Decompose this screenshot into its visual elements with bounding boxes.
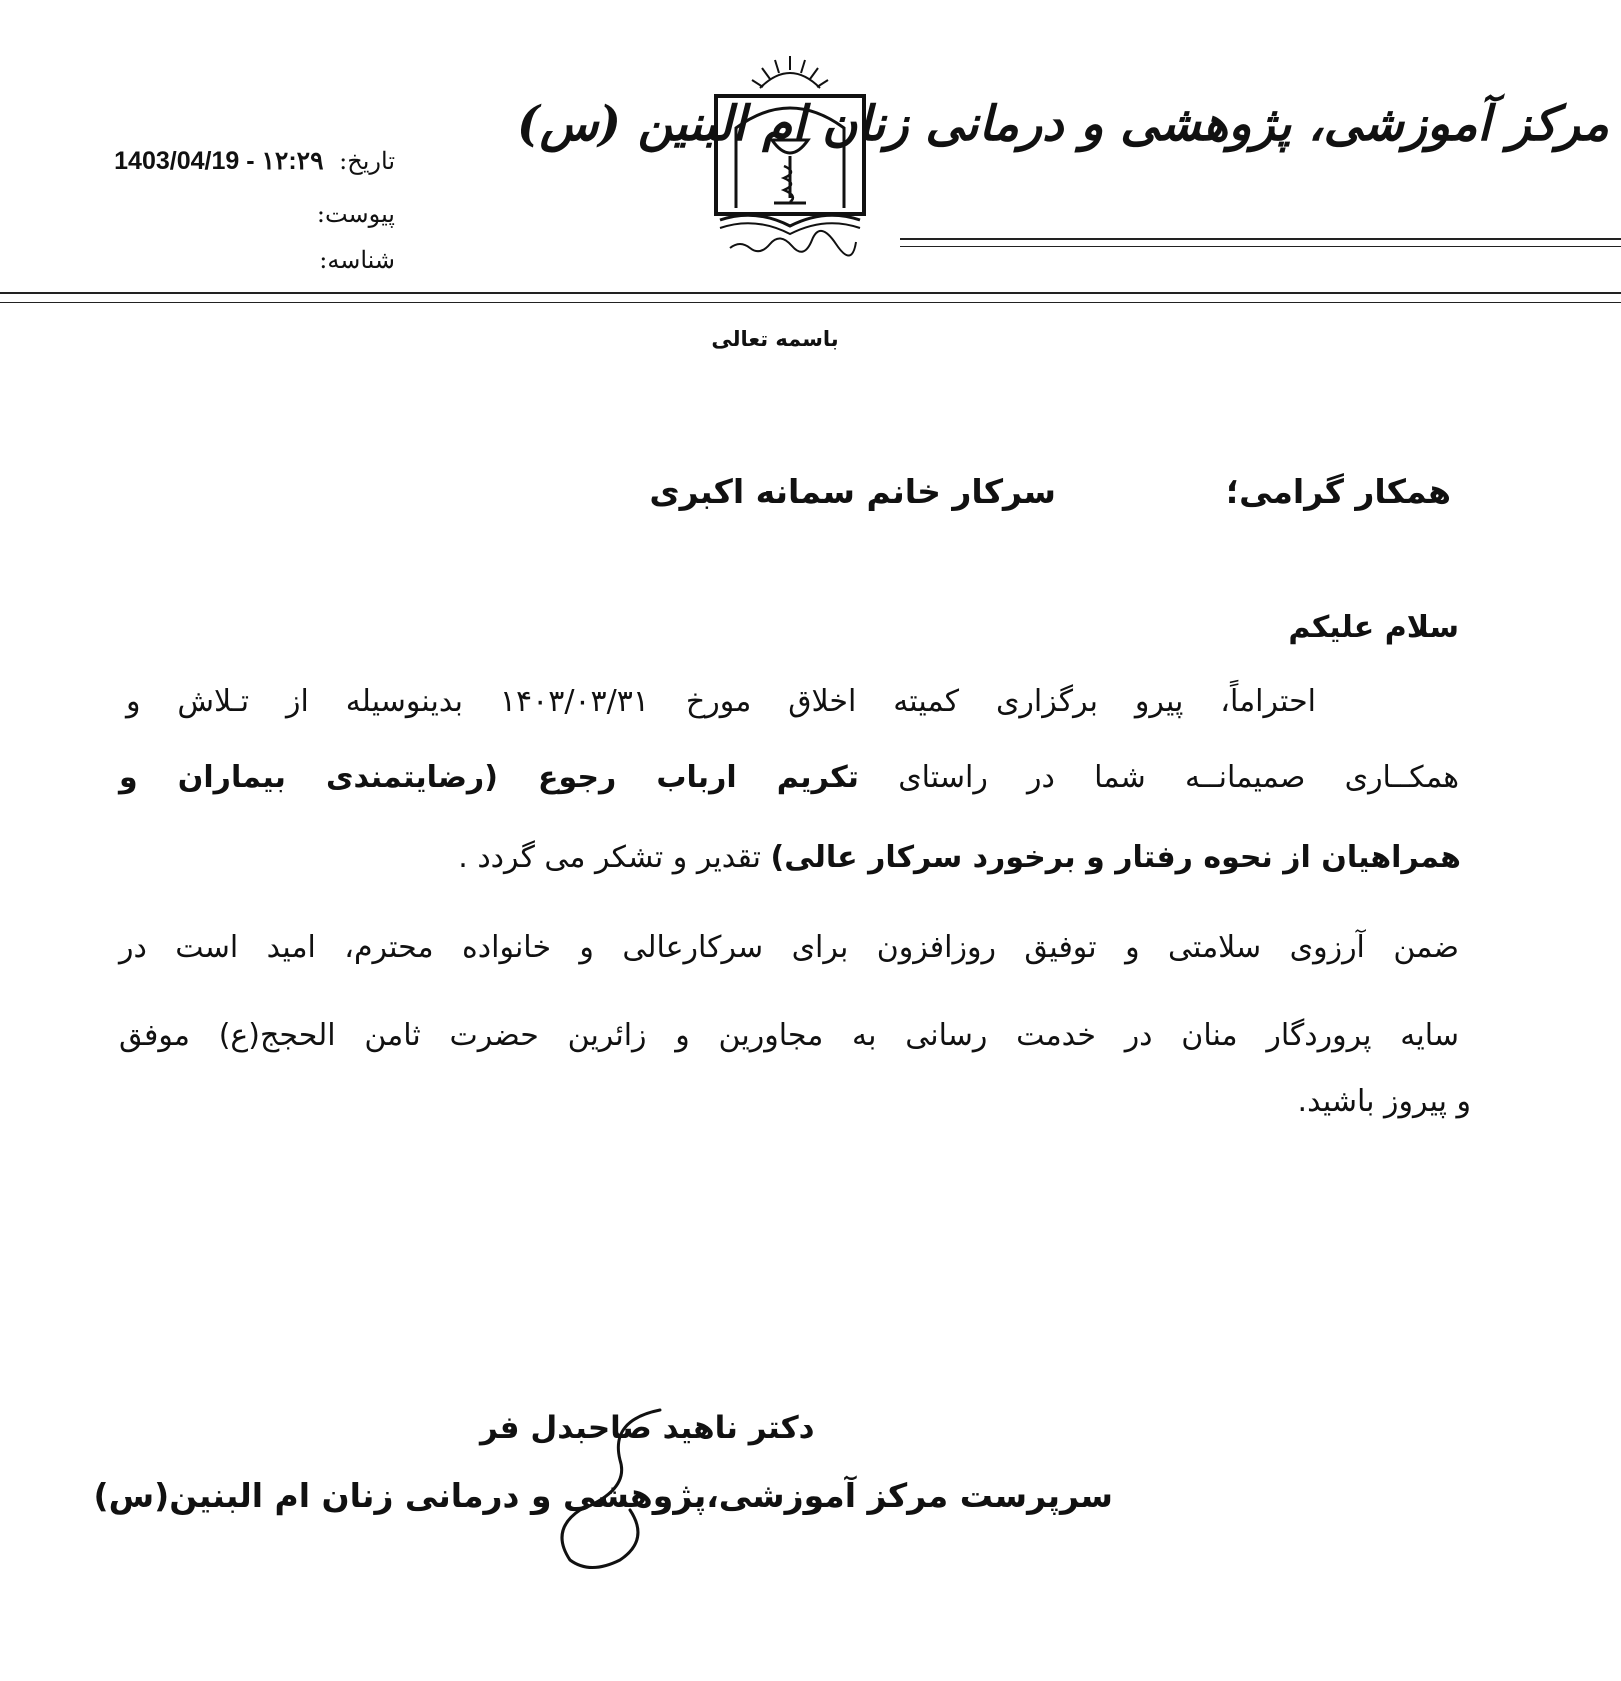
paragraph-1-line-2: [119, 760, 1459, 795]
attachment-label: پیوست:: [316, 200, 395, 228]
date-label: تاریخ:: [339, 147, 395, 175]
paragraph-1-line-3-text: تقدیر و تشکر می گردد .: [458, 840, 761, 875]
paragraph-1-line-3: [321, 840, 1461, 875]
handwritten-signature: [540, 1400, 700, 1580]
recipient-salutation: همکار گرامی؛: [1225, 472, 1451, 511]
attachment-row: [317, 200, 395, 228]
signature-icon: [540, 1400, 700, 1580]
paragraph-1-line-3-bold: همراهیان از نحوه رفتار و برخورد سرکار عالی): [770, 840, 1461, 875]
header-rule-top: [0, 292, 1621, 294]
basmala: باسمه تعالی: [711, 327, 839, 351]
header-rule-right: [900, 238, 1621, 240]
logo-emblem-icon: [700, 48, 880, 258]
date-value: 1403/04/19 - ۱۲:۲۹: [114, 147, 324, 175]
paragraph-1-line-2-bold: تکریم ارباب رجوع (رضایتمندی بیماران و: [119, 760, 859, 795]
paragraph-2-line-3: و پیروز باشید.: [1297, 1084, 1471, 1119]
id-row: [319, 246, 395, 274]
greeting: سلام علیکم: [1288, 610, 1459, 645]
paragraph-1-line-1: احتراماً، پیرو برگزاری کمیته اخلاق مورخ ۱۴۰۳/۰۳/۳۱ بدینوسیله از تـلاش و: [126, 684, 1316, 719]
paragraph-1-line-2-text: همکــاری صمیمانــه شما در راستای: [898, 760, 1460, 795]
signer-title: سرپرست مرکز آموزشی،پژوهشی و درمانی زنان ام البنین(س): [93, 1476, 1113, 1515]
paragraph-2-line-1: ضمن آرزوی سلامتی و توفیق روزافزون برای سرکارعالی و خانواده محترم، امید است در: [119, 930, 1459, 965]
organization-title: مرکز آموزشی، پژوهشی و درمانی زنان ام البنین (س): [517, 96, 1609, 152]
id-label: شناسه:: [319, 246, 395, 274]
header-rule-right-2: [900, 246, 1621, 247]
university-logo: [700, 48, 880, 258]
signer-name: دکتر ناهید صاحبدل فر: [480, 1410, 815, 1446]
date-row: [114, 146, 395, 176]
header-rule-bottom: [0, 302, 1621, 303]
paragraph-2-line-2: سایه پروردگار منان در خدمت رسانی به مجاورین و زائرین حضرت ثامن الحجج(ع) موفق: [119, 1018, 1459, 1053]
recipient-name: سرکار خانم سمانه اکبری: [649, 472, 1056, 511]
